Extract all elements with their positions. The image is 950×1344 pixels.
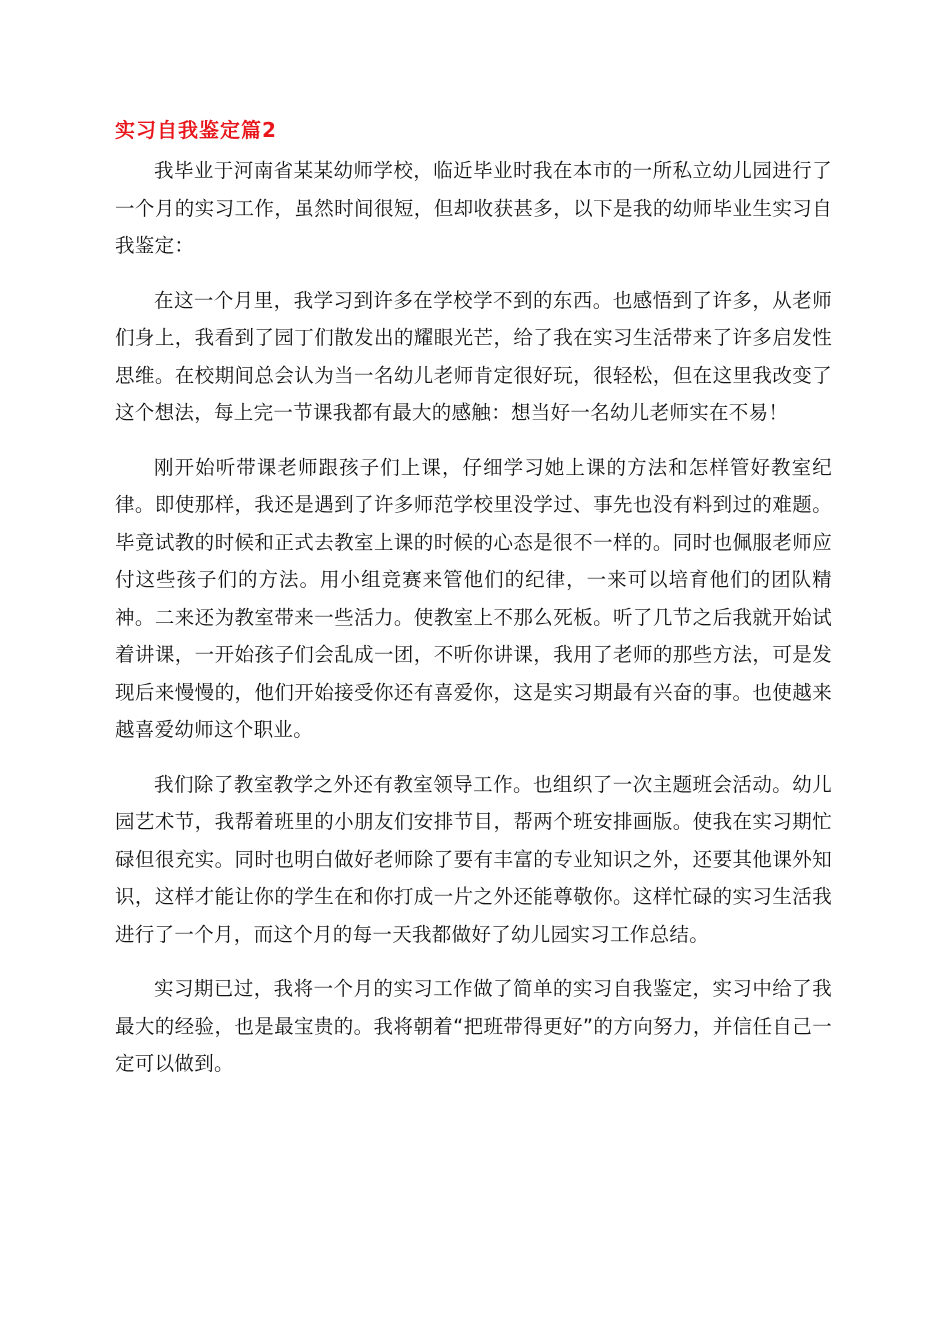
paragraph-class-management: 我们除了教室教学之外还有教室领导工作。也组织了一次主题班会活动。幼儿园艺术节，我帮着班里的小朋友们安排节目，帮两个班安排画版。使我在实习期忙碌但很充实。同时也明白做好老师除了要有丰富的专业知识之外，还要其他课外知识，这样才能让你的学生在和你打成一片之外还能尊敬你。这样忙碌的实习生活我进行了一个月，而这个月的每一天我都做好了幼儿园实习工作总结。: [115, 772, 832, 946]
document-heading: 实习自我鉴定篇2: [115, 118, 277, 142]
paragraph-intro: 我毕业于河南省某某幼师学校，临近毕业时我在本市的一所私立幼儿园进行了一个月的实习工作，虽然时间很短，但却收获甚多，以下是我的幼师毕业生实习自我鉴定：: [115, 159, 832, 257]
paragraph-conclusion: 实习期已过，我将一个月的实习工作做了简单的实习自我鉴定，实习中给了我最大的经验，也是最宝贵的。我将朝着“把班带得更好”的方向努力，并信任自己一定可以做到。: [115, 977, 832, 1075]
document-page: [115, 116, 832, 1100]
paragraph-teaching: 刚开始听带课老师跟孩子们上课，仔细学习她上课的方法和怎样管好教室纪律。即使那样，我还是遇到了许多师范学校里没学过、事先也没有料到过的难题。毕竟试教的时候和正式去教室上课的时候的心态是很不一样的。同时也佩服老师应付这些孩子们的方法。用小组竞赛来管他们的纪律，一来可以培育他们的团队精神。二来还为教室带来一些活力。使教室上不那么死板。听了几节之后我就开始试着讲课，一开始孩子们会乱成一团，不听你讲课，我用了老师的那些方法，可是发现后来慢慢的，他们开始接受你还有喜爱你，这是实习期最有兴奋的事。也使越来越喜爱幼师这个职业。: [115, 455, 832, 741]
paragraph-learning: 在这一个月里，我学习到许多在学校学不到的东西。也感悟到了许多，从老师们身上，我看到了园丁们散发出的耀眼光芒，给了我在实习生活带来了许多启发性思维。在校期间总会认为当一名幼儿老师肯定很好玩，很轻松，但在这里我改变了这个想法，每上完一节课我都有最大的感触：想当好一名幼儿老师实在不易！: [115, 288, 832, 424]
